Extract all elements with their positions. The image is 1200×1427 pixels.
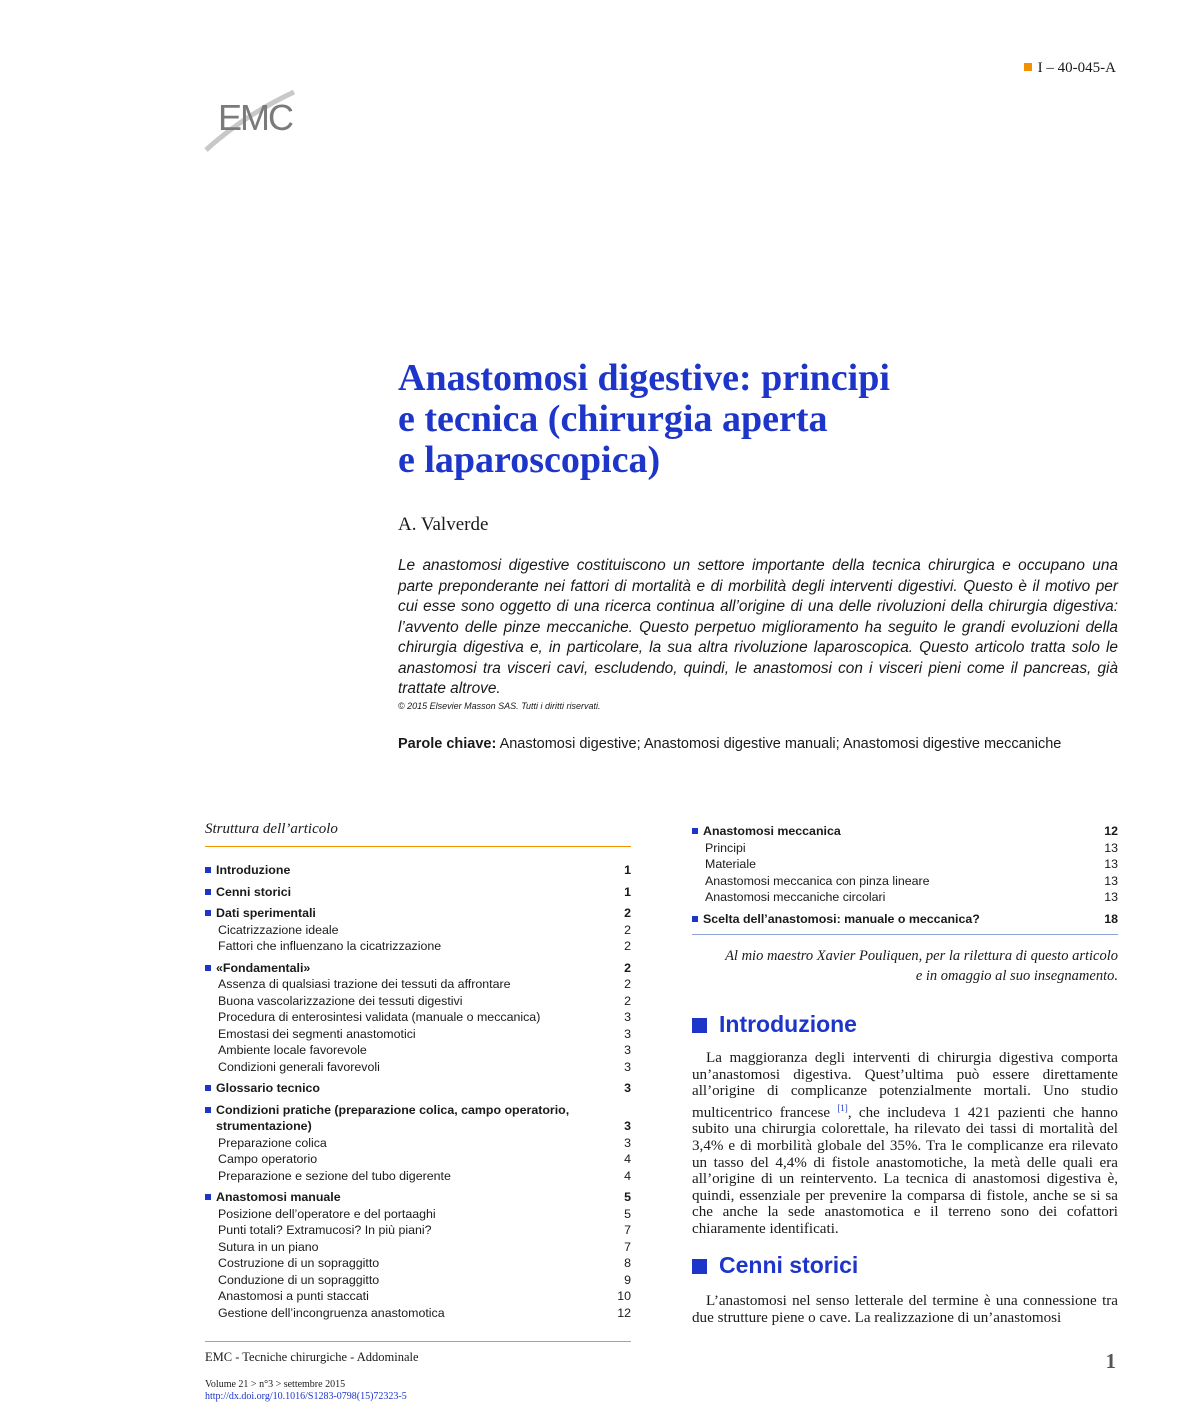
emc-logo-graphic [200,78,300,158]
toc-entry-page: 13 [1104,840,1118,855]
toc-entry-label: Anastomosi meccanica con pinza lineare [705,873,930,888]
toc-entry-label: Ambiente locale favorevole [218,1043,367,1057]
toc-entry-label: Anastomosi manuale [216,1190,341,1204]
toc-entry-label: Scelta dell’anastomosi: manuale o meccanica? [703,911,980,926]
toc-entry-label: Condizioni pratiche (preparazione colica, campo operatorio, strumentazione) [216,1102,570,1133]
toc-list [205,862,631,1321]
toc-entry[interactable] [205,1288,631,1305]
toc-entry-page: 2 [624,939,631,953]
toc-entry[interactable] [205,1255,631,1272]
toc-entry-page: 2 [624,977,631,991]
footer-journal: EMC - Tecniche chirurgiche - Addominale [205,1350,419,1364]
toc-end-divider [692,934,1118,935]
toc-entry-page: 2 [624,960,631,975]
toc-entry-page: 3 [624,1010,631,1024]
toc-entry-page: 13 [1104,873,1118,888]
toc-entry-page: 9 [624,1272,631,1287]
toc-entry-label: Principi [705,840,746,855]
toc-entry[interactable] [692,889,1118,906]
copyright: © 2015 Elsevier Masson SAS. Tutti i diritti riservati. [398,701,601,711]
toc-entry-label: Posizione dell’operatore e del portaaghi [218,1206,436,1221]
toc-entry[interactable] [205,884,631,901]
blue-square-icon [692,1018,707,1033]
toc-entry[interactable] [205,1239,631,1256]
toc-entry-label: Costruzione di un sopraggitto [218,1256,380,1270]
page-number: 1 [1105,1349,1116,1373]
keywords [398,736,1061,752]
toc-entry-label: «Fondamentali» [216,960,311,975]
toc-entry-page: 3 [624,1026,631,1041]
toc-entry[interactable] [205,1080,631,1097]
toc-entry-label: Conduzione di un sopraggitto [218,1272,380,1287]
toc-entry-page: 18 [1104,911,1118,926]
paragraph-text: La maggioranza degli interventi di chirurgia digestiva comporta un’anastomosi digestiva. Quest’ultima può essere direttamente all’origine di complicanze potenzialmente mortali. Uno studio multicentrico francese [692,1050,1118,1121]
toc-entry[interactable] [205,905,631,922]
toc-entry[interactable] [205,993,631,1010]
toc-entry-page: 13 [1104,857,1118,871]
toc-entry-page: 3 [624,1119,631,1133]
article-code-text: I – 40-045-A [1037,60,1116,76]
toc-entry-page: 3 [624,1059,631,1074]
toc-entry[interactable] [205,1102,631,1135]
toc-entry-label: Glossario tecnico [216,1081,320,1095]
title-line: e laparoscopica) [398,439,661,481]
footer-volume: Volume 21 > n°3 > settembre 2015 [205,1379,346,1390]
toc-entry-label: Materiale [705,857,756,871]
toc-entry-label: Gestione dell’incongruenza anastomotica [218,1305,445,1320]
toc-entry-page: 3 [624,1081,631,1095]
toc-entry[interactable] [205,922,631,939]
toc-right-column [692,823,1118,927]
toc-entry[interactable] [692,911,1118,928]
toc-entry-label: Buona vascolarizzazione dei tessuti digestivi [218,993,463,1008]
abstract: Le anastomosi digestive costituiscono un settore importante della tecnica chirurgica e occupano una parte preponderante nei fattori di mortalità e di morbilità degli interventi digestivi. Questo è il motivo per cui esse sono oggetto di una ricerca continua all’origine di una delle rivoluzioni della chirurgia digestiva: l’avvento delle pinze meccaniche. Questo perpetuo miglioramento ha seguito le grandi evoluzioni della chirurgia digestiva e, in particolare, la sua altra rivoluzione laparoscopica. Questo articolo tratta solo le anastomosi tra visceri cavi, escludendo, quindi, le anastomosi con i visceri pieni come il pancreas, già trattate altrove. [398,557,1118,697]
toc-entry-label: Condizioni generali favorevoli [218,1059,380,1074]
toc-entry-label: Anastomosi meccanica [703,824,841,838]
blue-square-icon [692,1259,707,1274]
toc-entry[interactable] [692,823,1118,840]
toc-entry-page: 4 [624,1152,631,1166]
toc-entry-page: 5 [624,1206,631,1221]
toc-entry[interactable] [205,938,631,955]
toc-entry[interactable] [205,1026,631,1043]
toc-entry-label: Cicatrizzazione ideale [218,922,339,937]
toc-entry-page: 3 [624,1043,631,1057]
toc-entry-page: 2 [624,993,631,1008]
toc-entry[interactable] [205,1189,631,1206]
toc-entry[interactable] [205,1222,631,1239]
toc-entry-page: 3 [624,1135,631,1150]
toc-entry[interactable] [205,1305,631,1322]
title-line: Anastomosi digestive: principi [398,357,890,399]
article-title [398,358,1118,481]
toc-list [692,823,1118,927]
toc-entry-page: 5 [624,1190,631,1204]
section-heading-cenni-storici [692,1252,858,1279]
toc-entry-label: Anastomosi a punti staccati [218,1289,369,1303]
toc-left-column [205,862,631,1321]
toc-entry-label: Assenza di qualsiasi trazione dei tessuti da affrontare [218,977,511,991]
toc-entry-label: Anastomosi meccaniche circolari [705,890,886,904]
toc-entry-page: 13 [1104,890,1118,904]
toc-entry-label: Campo operatorio [218,1152,318,1166]
keywords-label: Parole chiave: [398,736,497,752]
toc-entry-label: Punti totali? Extramucosi? In più piani? [218,1223,432,1237]
toc-entry[interactable] [205,960,631,977]
toc-entry[interactable] [205,1009,631,1026]
dedication [692,946,1118,986]
toc-entry-label: Procedura di enterosintesi validata (manuale o meccanica) [218,1010,541,1024]
toc-entry-page: 4 [624,1168,631,1183]
footer-doi-link[interactable]: http://dx.doi.org/10.1016/S1283-0798(15)72323-5 [205,1391,407,1402]
toc-entry-page: 1 [624,884,631,899]
section-heading-text: Introduzione [719,1011,857,1037]
keywords-text: Anastomosi digestive; Anastomosi digestive manuali; Anastomosi digestive meccaniche [499,736,1062,752]
section-heading-introduzione [692,1011,857,1038]
toc-entry-label: Emostasi dei segmenti anastomotici [218,1026,416,1041]
toc-entry[interactable] [692,873,1118,890]
dedication-line: e in omaggio al suo insegnamento. [915,968,1118,984]
toc-entry-label: Preparazione colica [218,1135,327,1150]
reference-link[interactable]: [1] [837,1102,848,1113]
author: A. Valverde [398,514,489,535]
toc-entry-page: 10 [617,1289,631,1303]
toc-entry[interactable] [205,1151,631,1168]
toc-entry[interactable] [205,862,631,879]
introduzione-paragraph [692,1050,1118,1238]
toc-entry-label: Dati sperimentali [216,906,316,920]
paragraph-text: , che includeva 1 421 pazienti che hanno subito una chirurgia colorettale, ha rilevato dei tassi di mortalità del 3,4% e di morbilità globale del 35%. Tra le complicanze era rilevato un tasso del 4,4% di fistole anastomotiche, la metà delle quali era all’origine di un reintervento. La tecnica di anastomosi digestiva è, quindi, essenziale per prevenire la comparsa di fistole, anche se si sa che anche la sede anastomotica e il terreno sono dei cofattori chiaramente identificati. [692,1104,1118,1237]
toc-heading: Struttura dell’articolo [205,821,338,837]
toc-entry-page: 7 [624,1239,631,1254]
toc-entry[interactable] [205,976,631,993]
emc-logo [200,78,300,158]
cenni-storici-paragraph: L’anastomosi nel senso letterale del termine è una connessione tra due strutture piene o cave. La realizzazione di un’anastomosi [692,1293,1118,1326]
title-line: e tecnica (chirurgia aperta [398,398,828,440]
toc-entry[interactable] [205,1135,631,1152]
toc-entry-page: 2 [624,922,631,937]
toc-entry-label: Sutura in un piano [218,1239,319,1254]
toc-entry-label: Fattori che influenzano la cicatrizzazione [218,939,442,953]
toc-entry-label: Preparazione e sezione del tubo digerente [218,1168,451,1183]
toc-entry-label: Introduzione [216,863,291,877]
toc-entry[interactable] [205,1206,631,1223]
toc-entry-page: 8 [624,1256,631,1270]
toc-entry[interactable] [692,840,1118,857]
footer-divider [205,1341,631,1342]
toc-entry[interactable] [205,1272,631,1289]
toc-entry-page: 12 [1104,824,1118,838]
toc-entry[interactable] [205,1059,631,1076]
toc-entry-page: 12 [617,1305,631,1320]
emc-logo-text: EMC [218,97,292,138]
article-code [1024,60,1116,77]
toc-entry-page: 1 [624,863,631,877]
toc-entry-page: 7 [624,1223,631,1237]
dedication-line: Al mio maestro Xavier Pouliquen, per la rilettura di questo articolo [725,948,1118,964]
toc-entry[interactable] [692,856,1118,873]
toc-entry[interactable] [205,1042,631,1059]
toc-entry-page: 2 [624,906,631,920]
toc-entry[interactable] [205,1168,631,1185]
toc-entry-label: Cenni storici [216,884,292,899]
section-heading-text: Cenni storici [719,1252,859,1278]
orange-square-icon [1024,63,1032,71]
toc-divider [205,846,631,847]
